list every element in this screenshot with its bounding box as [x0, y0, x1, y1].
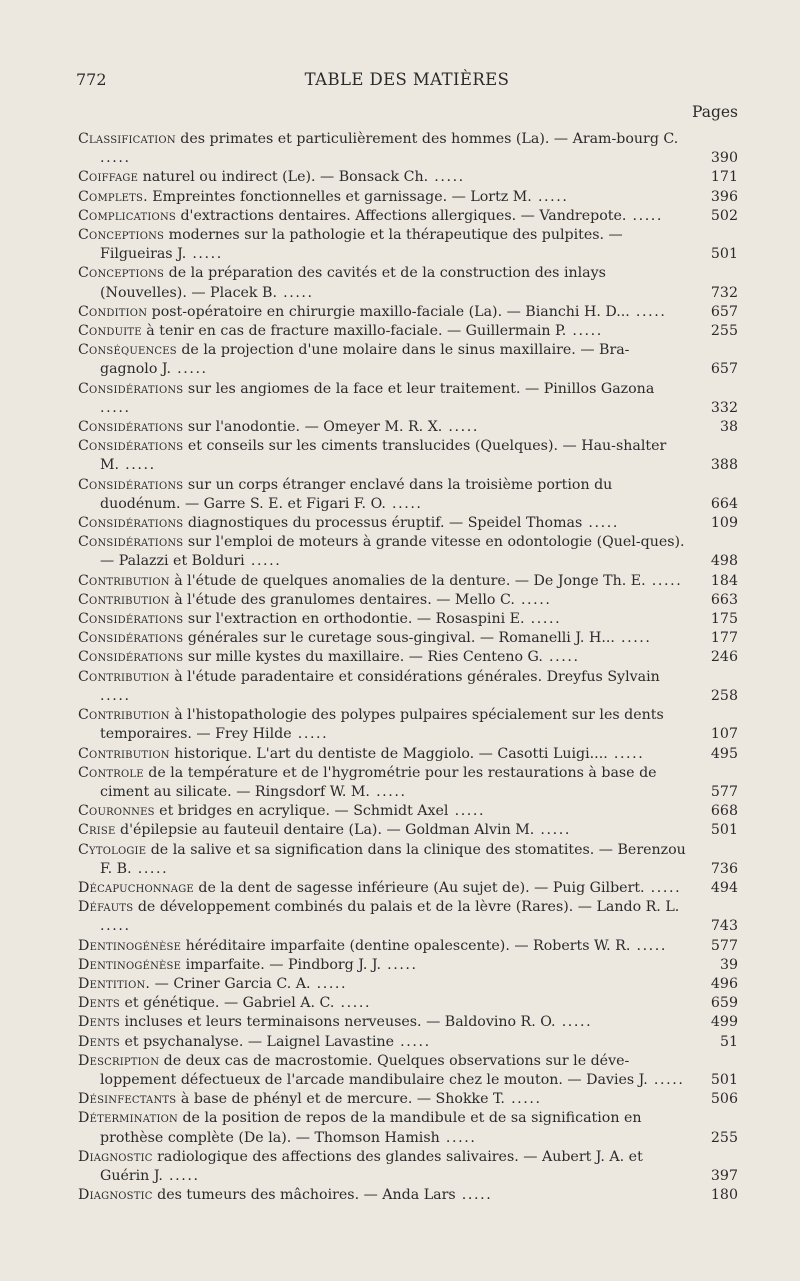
toc-entry-page: 668 [710, 803, 738, 820]
toc-entry [78, 418, 738, 437]
toc-entry [78, 841, 738, 879]
toc-entry-keyword: Considérations [78, 630, 184, 647]
toc-entry-title: des tumeurs des mâchoires. — Anda Lars [152, 1187, 456, 1204]
leader-dots: ..... [244, 553, 282, 570]
toc-entry-title: et psychanalyse. — Laignel Lavastine [119, 1033, 395, 1050]
toc-entry-text [78, 418, 686, 437]
leader-dots: ..... [291, 726, 329, 743]
toc-entry-page: 506 [710, 1091, 738, 1108]
toc-entry-title: de la préparation des cavités et de la construction des inlays (Nouvelles). — Placek B. [100, 265, 606, 301]
leader-dots: ..... [645, 572, 683, 589]
toc-entry-title: naturel ou indirect (Le). — Bonsack Ch. [138, 169, 429, 186]
toc-entry-title: de la température et de l'hygrométrie pour les restaurations à base de ciment au silicate. — Ringsdorf W. M. [100, 764, 657, 800]
toc-entry-text [78, 879, 686, 898]
leader-dots: ..... [100, 687, 131, 704]
toc-entry-text [78, 1109, 686, 1147]
toc-entry-page: 499 [710, 1014, 738, 1031]
toc-entry [78, 994, 738, 1013]
toc-entry-keyword: Diagnostic [78, 1148, 153, 1165]
toc-entry-page: 496 [710, 975, 738, 992]
leader-dots: ..... [534, 822, 571, 839]
toc-entry-page: 743 [710, 918, 738, 935]
leader-dots: ..... [614, 630, 652, 647]
toc-entry-page: 107 [710, 726, 738, 743]
toc-entry-page: 396 [710, 188, 738, 205]
leader-dots: ..... [334, 995, 372, 1012]
leader-dots: ..... [442, 419, 479, 436]
page-title: TABLE DES MATIÈRES [304, 70, 510, 89]
toc-entry-text [78, 706, 686, 744]
toc-entry-title: à base de phényl et de mercure. — Shokke T. [176, 1091, 505, 1108]
toc-entry-title: et conseils sur les ciments translucides (Quelques). — Hau-shalter M. [100, 438, 667, 474]
toc-entry [78, 1109, 738, 1147]
leader-dots: ..... [380, 956, 418, 973]
toc-entry-page: 659 [710, 995, 738, 1012]
toc-entry-text [78, 476, 686, 514]
toc-entry [78, 629, 738, 648]
toc-entry [78, 188, 738, 207]
toc-entry [78, 1013, 738, 1032]
toc-entry-text [78, 994, 686, 1013]
leader-dots: ..... [385, 495, 423, 512]
leader-dots: ..... [100, 399, 131, 416]
toc-entry-keyword: Considérations [78, 419, 184, 436]
toc-entry-text [78, 591, 686, 610]
leader-dots: ..... [131, 860, 169, 877]
toc-entry [78, 572, 738, 591]
leader-dots: ..... [644, 879, 682, 896]
toc-entry-page: 175 [710, 611, 738, 628]
toc-entry-page: 501 [710, 1071, 738, 1088]
toc-entry-title: générales sur le curetage sous-gingival. — Romanelli J. H... [183, 630, 615, 647]
toc-entry-title: post-opératoire en chirurgie maxillo-faciale (La). — Bianchi H. D... [147, 303, 630, 320]
toc-entry-page: 501 [710, 246, 738, 263]
toc-entry-text [78, 821, 686, 840]
leader-dots: ..... [162, 1167, 200, 1184]
toc-entry-title: de la position de repos de la mandibule et de sa signification en prothèse complète (De la). — Thomson Hamish [100, 1110, 642, 1146]
toc-entry-text [78, 226, 686, 264]
toc-entry-title: radiologique des affections des glandes salivaires. — Aubert J. A. et Guérin J. [100, 1148, 643, 1184]
page-header [76, 70, 738, 94]
toc-entry-title: sur l'emploi de moteurs à grande vitesse en odontologie (Quel-ques). — Palazzi et Bolduri [100, 534, 685, 570]
toc-entry-keyword: Contribution [78, 707, 170, 724]
toc-entry-title: de la projection d'une molaire dans le sinus maxillaire. — Bra-gagnolo J. [100, 342, 630, 378]
leader-dots: ..... [531, 188, 569, 205]
toc-entry-page: 657 [710, 303, 738, 320]
toc-entry-text [78, 188, 686, 207]
toc-entry-page: 502 [710, 207, 738, 224]
leader-dots: ..... [555, 1014, 593, 1031]
toc-entry-page: 177 [710, 630, 738, 647]
leader-dots: ..... [647, 1071, 685, 1088]
leader-dots: ..... [448, 803, 486, 820]
toc-entry [78, 1148, 738, 1186]
toc-entry-title: de deux cas de macrostomie. Quelques observations sur le déve-loppement défectueux de l'arcade mandibulaire chez le mouton. — Davies J. [100, 1052, 648, 1088]
toc-entry-keyword: Désinfectants [78, 1091, 177, 1108]
leader-dots: ..... [504, 1091, 542, 1108]
toc-entry-page: 495 [710, 745, 738, 762]
toc-entry-page: 39 [719, 956, 738, 973]
toc-entry-page: 657 [710, 361, 738, 378]
toc-entry [78, 821, 738, 840]
toc-entry-page: 736 [710, 860, 738, 877]
toc-entry-page: 732 [710, 284, 738, 301]
leader-dots: ..... [566, 323, 603, 340]
toc-entry [78, 879, 738, 898]
toc-entry-keyword: Controle [78, 764, 144, 781]
toc-entry-keyword: Décapuchonnage [78, 879, 194, 896]
toc-entry-text [78, 745, 686, 764]
toc-entry-title: à tenir en cas de fracture maxillo-faciale. — Guillermain P. [141, 323, 567, 340]
toc-entry-title: Empreintes fonctionnelles et garnissage. — Lortz M. [147, 188, 532, 205]
toc-entry [78, 1033, 738, 1052]
toc-entry-text [78, 341, 686, 379]
toc-entry [78, 610, 738, 629]
toc-entry-page: 38 [719, 419, 738, 436]
toc-entry [78, 706, 738, 744]
toc-entry-keyword: Dents [78, 1033, 120, 1050]
toc-entry-title: imparfaite. — Pindborg J. J. [181, 956, 381, 973]
toc-entry [78, 437, 738, 475]
toc-entry-keyword: Considérations [78, 611, 184, 628]
toc-entry [78, 168, 738, 187]
toc-entry-text [78, 533, 686, 571]
toc-entry [78, 207, 738, 226]
toc-entry-keyword: Conséquences [78, 342, 177, 359]
toc-entry-keyword: Couronnes [78, 803, 155, 820]
toc-entry-keyword: Dents [78, 995, 120, 1012]
leader-dots: ..... [629, 303, 667, 320]
toc-entry-keyword: Considérations [78, 649, 184, 666]
toc-entry-text [78, 1148, 686, 1186]
toc-entry-keyword: Condition [78, 303, 148, 320]
toc-entry-title: d'épilepsie au fauteuil dentaire (La). — Goldman Alvin M. [115, 822, 535, 839]
toc-entry-text [78, 130, 686, 168]
toc-entry [78, 975, 738, 994]
leader-dots: ..... [100, 150, 131, 167]
toc-entry-text [78, 1013, 686, 1032]
toc-entry-page: 494 [710, 879, 738, 896]
toc-entry [78, 380, 738, 418]
toc-entry-keyword: Considérations [78, 515, 184, 532]
toc-entry-keyword: Détermination [78, 1110, 178, 1127]
toc-entry-title: sur l'extraction en orthodontie. — Rosaspini E. [183, 611, 525, 628]
toc-entry [78, 745, 738, 764]
toc-entry-text [78, 668, 686, 706]
toc-entry [78, 898, 738, 936]
toc-entry-keyword: Conceptions [78, 227, 165, 244]
toc-entry-title: à l'histopathologie des polypes pulpaires spécialement sur les dents temporaires. — Frey Hilde [100, 707, 664, 743]
toc-entry-title: à l'étude de quelques anomalies de la denture. — De Jonge Th. E. [169, 572, 646, 589]
toc-entry [78, 130, 738, 168]
toc-entry [78, 648, 738, 667]
toc-entry-text [78, 264, 686, 302]
toc-entry-keyword: Contribution [78, 591, 170, 608]
toc-entry-text [78, 629, 686, 648]
toc-entry-keyword: Considérations [78, 534, 184, 551]
toc-entry [78, 226, 738, 264]
toc-entry-title: et génétique. — Gabriel A. C. [119, 995, 335, 1012]
leader-dots: ..... [369, 783, 407, 800]
toc-entry-title: sur l'anodontie. — Omeyer M. R. X. [183, 419, 443, 436]
leader-dots: ..... [630, 937, 668, 954]
toc-entry-text [78, 322, 686, 341]
toc-entry-keyword: Classification [78, 131, 176, 147]
toc-entry-text [78, 1052, 686, 1090]
toc-entry-text [78, 898, 686, 936]
toc-entry-title: à l'étude paradentaire et considérations générales. Dreyfus Sylvain [169, 668, 660, 685]
toc-entry-text [78, 572, 686, 591]
toc-entry-title: modernes sur la pathologie et la thérapeutique des pulpites. — Filgueiras J. [100, 227, 623, 263]
leader-dots: ..... [310, 975, 348, 992]
toc-entry-text [78, 956, 686, 975]
toc-entry-title: — Criner Garcia C. A. [150, 975, 311, 992]
toc-entry-keyword: Diagnostic [78, 1187, 153, 1204]
leader-dots: ..... [186, 246, 223, 263]
leader-dots: ..... [524, 611, 562, 628]
leader-dots: ..... [542, 649, 580, 666]
page-number: 772 [76, 70, 107, 89]
leader-dots: ..... [276, 284, 314, 301]
toc-entry-text [78, 937, 686, 956]
toc-entry-keyword: Dentinogénèse [78, 956, 182, 973]
toc-entry-page: 663 [710, 591, 738, 608]
toc-entry-title: de développement combinés du palais et de la lèvre (Rares). — Lando R. L. [133, 899, 680, 916]
toc-entry-keyword: Considérations [78, 438, 184, 455]
toc-entry-page: 390 [710, 150, 738, 167]
toc-entry-title: sur un corps étranger enclavé dans la troisième portion du duodénum. — Garre S. E. et Figari F. O. [100, 476, 613, 512]
toc-entry-title: d'extractions dentaires. Affections allergiques. — Vandrepote. [175, 207, 627, 224]
toc-entry-keyword: Contribution [78, 572, 170, 589]
toc-entry-keyword: Complications [78, 207, 176, 224]
toc-entry-title: historique. L'art du dentiste de Maggiolo. — Casotti Luigi.... [169, 745, 608, 762]
toc-entry-page: 184 [710, 572, 738, 589]
toc-entry [78, 533, 738, 571]
toc-entry-page: 498 [710, 553, 738, 570]
leader-dots: ..... [171, 361, 208, 378]
toc-entry-text [78, 841, 686, 879]
toc-entry-text [78, 514, 686, 533]
toc-entry-text [78, 168, 686, 187]
toc-entry-title: et bridges en acrylique. — Schmidt Axel [154, 803, 449, 820]
leader-dots: ..... [455, 1187, 493, 1204]
toc-entry [78, 1052, 738, 1090]
toc-entry-keyword: Coiffage [78, 169, 139, 186]
leader-dots: ..... [119, 457, 156, 474]
toc-entry-page: 246 [710, 649, 738, 666]
toc-entry-page: 664 [710, 495, 738, 512]
toc-entry [78, 1186, 738, 1205]
toc-entry [78, 476, 738, 514]
toc-entry-text [78, 303, 686, 322]
toc-entry-keyword: Dents [78, 1014, 120, 1031]
toc-entry [78, 1090, 738, 1109]
toc-entry-text [78, 1090, 686, 1109]
leader-dots: ..... [439, 1129, 477, 1146]
toc-entry-text [78, 764, 686, 802]
toc-entry-text [78, 207, 686, 226]
toc-entry [78, 591, 738, 610]
pages-column-label: Pages [691, 103, 738, 121]
toc-entry-title: diagnostiques du processus éruptif. — Speidel Thomas [183, 515, 583, 532]
toc-entry-page: 255 [710, 1129, 738, 1146]
leader-dots: ..... [394, 1033, 431, 1050]
toc-entry-keyword: Dentinogénèse [78, 937, 182, 954]
toc-entry [78, 514, 738, 533]
toc-entry-page: 332 [710, 399, 738, 416]
toc-entry-keyword: Crise [78, 822, 116, 839]
toc-entry-keyword: Considérations [78, 476, 184, 493]
toc-entry-text [78, 1186, 686, 1205]
toc-entry-keyword: Défauts [78, 899, 134, 916]
toc-entry-page: 171 [710, 169, 738, 186]
toc-entry-keyword: Dentition. [78, 975, 151, 992]
toc-entry [78, 956, 738, 975]
toc-entry-keyword: Conceptions [78, 265, 165, 282]
toc-entry-title: sur les angiomes de la face et leur traitement. — Pinillos Gazona [183, 380, 655, 397]
toc-entry [78, 764, 738, 802]
toc-entry-text [78, 380, 686, 418]
toc-entry-page: 258 [710, 687, 738, 704]
toc-entry [78, 802, 738, 821]
toc-entry-keyword: Considérations [78, 380, 184, 397]
toc-entry-page: 397 [710, 1167, 738, 1184]
toc-entry-keyword: Contribution [78, 745, 170, 762]
toc-entry-text [78, 437, 686, 475]
toc-entry-keyword: Conduite [78, 323, 142, 340]
toc-entry [78, 937, 738, 956]
toc-entry [78, 264, 738, 302]
leader-dots: ..... [607, 745, 645, 762]
toc-entry-page: 180 [710, 1187, 738, 1204]
toc-entry [78, 322, 738, 341]
toc-entry-keyword: Cytologie [78, 841, 147, 858]
table-of-contents [78, 130, 738, 1205]
toc-entry-text [78, 802, 686, 821]
toc-entry-title: de la dent de sagesse inférieure (Au sujet de). — Puig Gilbert. [193, 879, 645, 896]
toc-entry-keyword: Contribution [78, 668, 170, 685]
leader-dots: ..... [514, 591, 552, 608]
toc-entry [78, 668, 738, 706]
toc-entry-keyword: Description [78, 1052, 160, 1069]
toc-entry-page: 109 [710, 515, 738, 532]
toc-entry-title: de la salive et sa signification dans la clinique des stomatites. — Berenzou F. B. [100, 841, 686, 877]
toc-entry-keyword: Complets. [78, 188, 148, 205]
toc-entry-page: 255 [710, 323, 738, 340]
toc-entry-page: 577 [710, 937, 738, 954]
toc-entry-title: à l'étude des granulomes dentaires. — Mello C. [169, 591, 515, 608]
toc-entry-text [78, 1033, 686, 1052]
toc-entry-text [78, 648, 686, 667]
leader-dots: ..... [428, 169, 465, 186]
toc-entry-text [78, 975, 686, 994]
toc-entry-title: sur mille kystes du maxillaire. — Ries Centeno G. [183, 649, 543, 666]
toc-entry-page: 388 [710, 457, 738, 474]
toc-entry-title: incluses et leurs terminaisons nerveuses. — Baldovino R. O. [119, 1014, 556, 1031]
toc-entry-page: 501 [710, 822, 738, 839]
toc-entry [78, 341, 738, 379]
toc-entry-text [78, 610, 686, 629]
toc-entry-title: des primates et particulièrement des hommes (La). — Aram-bourg C. [175, 131, 679, 147]
toc-entry-page: 51 [719, 1033, 738, 1050]
toc-entry-page: 577 [710, 783, 738, 800]
leader-dots: ..... [582, 515, 619, 532]
leader-dots: ..... [626, 207, 664, 224]
toc-entry [78, 303, 738, 322]
toc-entry-title: héréditaire imparfaite (dentine opalescente). — Roberts W. R. [181, 937, 631, 954]
leader-dots: ..... [100, 918, 131, 935]
